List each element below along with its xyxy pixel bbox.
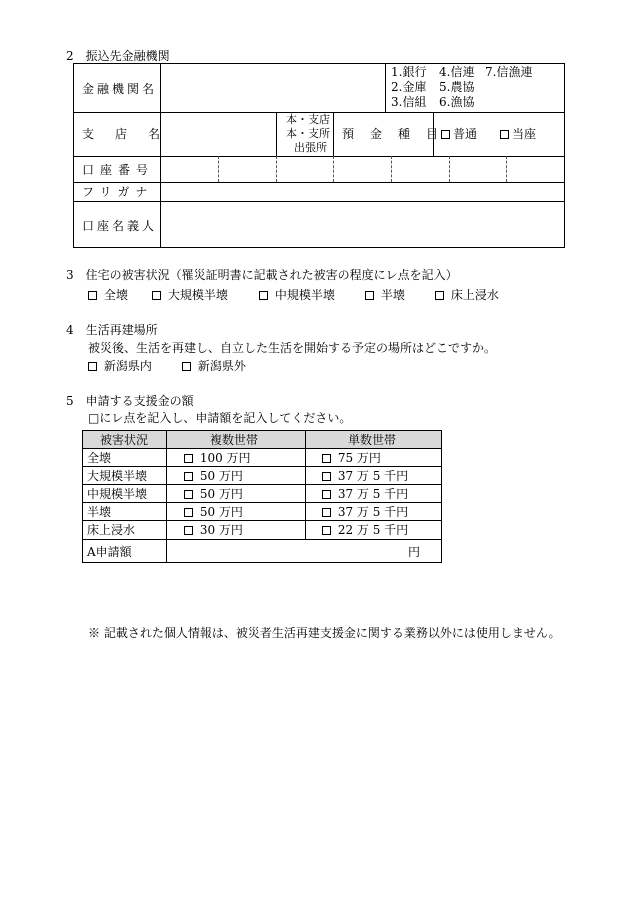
total-label: A申請額 xyxy=(87,545,132,559)
deposit-current-label: 当座 xyxy=(512,127,537,141)
single-checkbox-2[interactable]: 37 万 5 千円 xyxy=(322,488,408,500)
bank-type-6: 6.漁協 xyxy=(439,95,475,109)
row-status: 中規模半壊 xyxy=(87,487,148,501)
location-option-inside[interactable]: 新潟県内 xyxy=(88,360,152,372)
bank-type-2: 2.金庫 xyxy=(391,80,427,94)
section5-heading: 5 申請する支援金の額 xyxy=(66,394,194,408)
damage-option-hankai[interactable]: 半壊 xyxy=(365,289,405,301)
bank-type-3: 3.信組 xyxy=(391,95,427,109)
deposit-current-checkbox[interactable] xyxy=(500,128,536,140)
branch-type-3: 出張所 xyxy=(294,141,327,154)
header-multi: 複数世帯 xyxy=(210,433,259,447)
bank-name-label: 金融機関名 xyxy=(82,82,158,96)
single-checkbox-1[interactable]: 37 万 5 千円 xyxy=(322,470,408,482)
bank-type-1: 1.銀行 xyxy=(391,65,427,79)
account-holder-label: 口座名義人 xyxy=(82,219,158,233)
furigana-label: フリガナ xyxy=(82,185,154,199)
single-checkbox-4[interactable]: 22 万 5 千円 xyxy=(322,524,408,536)
account-holder-field[interactable] xyxy=(162,203,564,247)
branch-type-1: 本・支店 xyxy=(286,113,330,126)
damage-option-zenkai[interactable]: 全壊 xyxy=(88,289,128,301)
section2-heading: 2 振込先金融機関 xyxy=(66,49,170,63)
damage-option-daikibo[interactable]: 大規模半壊 xyxy=(152,289,228,301)
bank-type-7: 7.信漁連 xyxy=(485,65,533,79)
deposit-type-label: 預金種目 xyxy=(342,127,455,141)
branch-label: 支店名 xyxy=(82,127,182,141)
multi-checkbox-3[interactable]: 50 万円 xyxy=(184,506,243,518)
row-status: 床上浸水 xyxy=(87,523,136,537)
header-status: 被害状況 xyxy=(100,433,149,447)
row-status: 全壊 xyxy=(87,451,112,465)
multi-checkbox-1[interactable]: 50 万円 xyxy=(184,470,243,482)
bank-type-4: 4.信連 xyxy=(439,65,475,79)
furigana-field[interactable] xyxy=(162,184,564,200)
section5-instruction: □にレ点を記入し、申請額を記入してください。 xyxy=(88,411,352,425)
damage-option-chukibo[interactable]: 中規模半壊 xyxy=(259,289,335,301)
section3-heading: 3 住宅の被害状況（罹災証明書に記載された被害の程度にレ点を記入） xyxy=(66,268,458,282)
bank-type-5: 5.農協 xyxy=(439,80,475,94)
header-single: 単数世帯 xyxy=(348,433,397,447)
account-number-field[interactable] xyxy=(162,158,564,181)
section4-heading: 4 生活再建場所 xyxy=(66,323,158,337)
total-unit: 円 xyxy=(408,545,421,559)
deposit-ordinary-label: 普通 xyxy=(453,127,478,141)
multi-checkbox-4[interactable]: 30 万円 xyxy=(184,524,243,536)
single-checkbox-0[interactable]: 75 万円 xyxy=(322,452,381,464)
row-status: 半壊 xyxy=(87,505,112,519)
account-number-label: 口座番号 xyxy=(82,163,155,177)
deposit-ordinary-checkbox[interactable] xyxy=(441,128,477,140)
section4-question: 被災後、生活を再建し、自立した生活を開始する予定の場所はどこですか。 xyxy=(88,341,497,355)
multi-checkbox-0[interactable]: 100 万円 xyxy=(184,452,251,464)
branch-name-field[interactable] xyxy=(162,114,275,155)
total-amount-field[interactable] xyxy=(168,541,421,561)
row-status: 大規模半壊 xyxy=(87,469,148,483)
damage-option-yukaue[interactable]: 床上浸水 xyxy=(435,289,499,301)
privacy-footnote: ※ 記載された個人情報は、被災者生活再建支援金に関する業務以外には使用しません。 xyxy=(88,626,561,640)
branch-type-2: 本・支所 xyxy=(286,127,330,140)
multi-checkbox-2[interactable]: 50 万円 xyxy=(184,488,243,500)
single-checkbox-3[interactable]: 37 万 5 千円 xyxy=(322,506,408,518)
location-option-outside[interactable]: 新潟県外 xyxy=(182,360,246,372)
bank-name-field[interactable] xyxy=(162,65,384,111)
